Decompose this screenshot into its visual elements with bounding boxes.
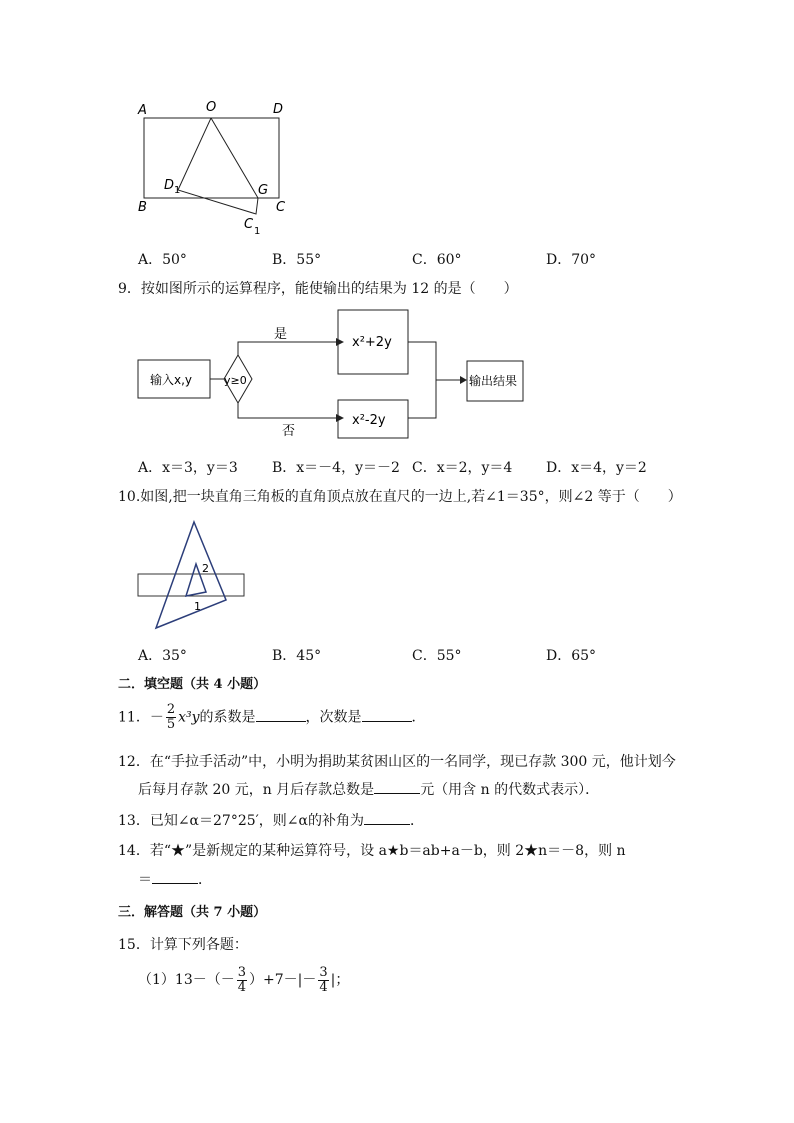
q10-figure [130, 516, 260, 630]
triangle-outer [156, 522, 226, 628]
q15-fraction-1 [237, 966, 247, 995]
q13-text: 13．已知∠α＝27°25′，则∠α的补角为 [118, 813, 364, 829]
top-box-label: x²+2y [352, 335, 392, 350]
q12-line-2b: 元（用含 n 的代数式表示）． [420, 782, 600, 798]
q8-option-c: C．60° [412, 252, 462, 268]
condition-label: y≥0 [224, 374, 247, 387]
q9-option-c: C．x＝2，y＝4 [412, 460, 513, 476]
q13-blank[interactable] [364, 810, 410, 825]
q15-part1-prefix: （1）13－（－ [138, 972, 235, 988]
q15-f2-den: 4 [319, 979, 328, 995]
q10-stem: 10.如图,把一块直角三角板的直角顶点放在直尺的一边上,若∠1＝35°，则∠2 等于（ ） [118, 489, 682, 505]
q11-blank-1[interactable] [256, 707, 306, 722]
q13-end: ． [410, 813, 424, 829]
label-C1: C [244, 217, 254, 232]
q14-line-2a: ＝ [138, 872, 152, 888]
q11-blank-2[interactable] [362, 707, 412, 722]
q9-option-a: A．x＝3，y＝3 [138, 460, 238, 476]
q15-part1-end: |； [330, 972, 350, 988]
q15-f1-den: 4 [237, 979, 247, 995]
q11-frac-num: 2 [166, 702, 176, 717]
bottom-box-label: x²-2y [352, 413, 386, 428]
label-C1-sub: 1 [254, 226, 261, 237]
q12-line-1: 12．在“手拉手活动”中，小明为捐助某贫困山区的一名同学，现已存款 300 元，他计划今 [118, 754, 676, 770]
section-2-heading: 二．填空题（共 4 小题） [118, 677, 267, 692]
label-D: D [273, 102, 284, 117]
angle-2-label: 2 [202, 562, 209, 575]
q15-f1-num: 3 [237, 964, 247, 980]
label-O: O [206, 100, 217, 115]
q10-option-c: C．55° [412, 648, 462, 664]
section-3-heading: 三．解答题（共 7 小题） [118, 905, 267, 920]
q15-f2-num: 3 [319, 964, 328, 980]
q10-option-b: B．45° [272, 648, 322, 664]
q15-stem: 15．计算下列各题： [118, 937, 248, 953]
no-label: 否 [282, 424, 296, 439]
q12-line-2a: 后每月存款 20 元，n 月后存款总数是 [138, 782, 375, 798]
q14-line-1: 14．若“★”是新规定的某种运算符号，设 a★b＝ab+a－b，则 2★n＝－8，则 n [118, 843, 626, 859]
q11 [118, 703, 426, 732]
q9-stem: 9．按如图所示的运算程序，能使输出的结果为 12 的是（ ） [118, 281, 518, 297]
angle-1-label: 1 [194, 600, 201, 613]
input-label: 输入x,y [150, 373, 193, 387]
label-D1-sub: 1 [174, 185, 181, 196]
q13 [118, 810, 424, 831]
q8-option-d: D．70° [546, 252, 597, 268]
q8-figure [130, 98, 300, 238]
q10-option-d: D．65° [546, 648, 597, 664]
q11-end: ． [411, 709, 426, 726]
label-C: C [276, 200, 286, 215]
q15-fraction-2 [318, 966, 328, 995]
output-label: 输出结果 [469, 374, 518, 388]
ruler [138, 574, 244, 596]
label-B: B [138, 200, 147, 215]
q9-option-d: D．x＝4，y＝2 [546, 460, 647, 476]
q12-blank[interactable] [374, 779, 420, 794]
q14-blank[interactable] [152, 869, 198, 884]
q14-line-2 [138, 869, 212, 890]
q8-option-a: A．50° [138, 252, 187, 268]
folded-triangle [178, 118, 258, 214]
q14-line-2b: ． [198, 872, 212, 888]
q11-fraction [166, 703, 176, 732]
q11-text2: ，次数是 [305, 709, 362, 726]
label-G: G [258, 183, 269, 198]
label-D1: D [164, 178, 175, 193]
q10-option-a: A．35° [138, 648, 187, 664]
q8-option-b: B．55° [272, 252, 322, 268]
yes-label: 是 [274, 327, 288, 342]
q9-option-b: B．x＝－4，y＝－2 [272, 460, 400, 476]
q9-flowchart [130, 304, 540, 444]
q15-part-1 [138, 965, 349, 995]
q11-text1: 的系数是 [199, 709, 256, 726]
q15-part1-mid: ）+7－|－ [249, 972, 317, 988]
q11-num: 11．－ [118, 709, 164, 726]
q11-frac-den: 5 [166, 717, 176, 732]
q11-var: x³y [178, 709, 200, 726]
label-A: A [138, 103, 147, 118]
q12-line-2 [138, 779, 599, 800]
